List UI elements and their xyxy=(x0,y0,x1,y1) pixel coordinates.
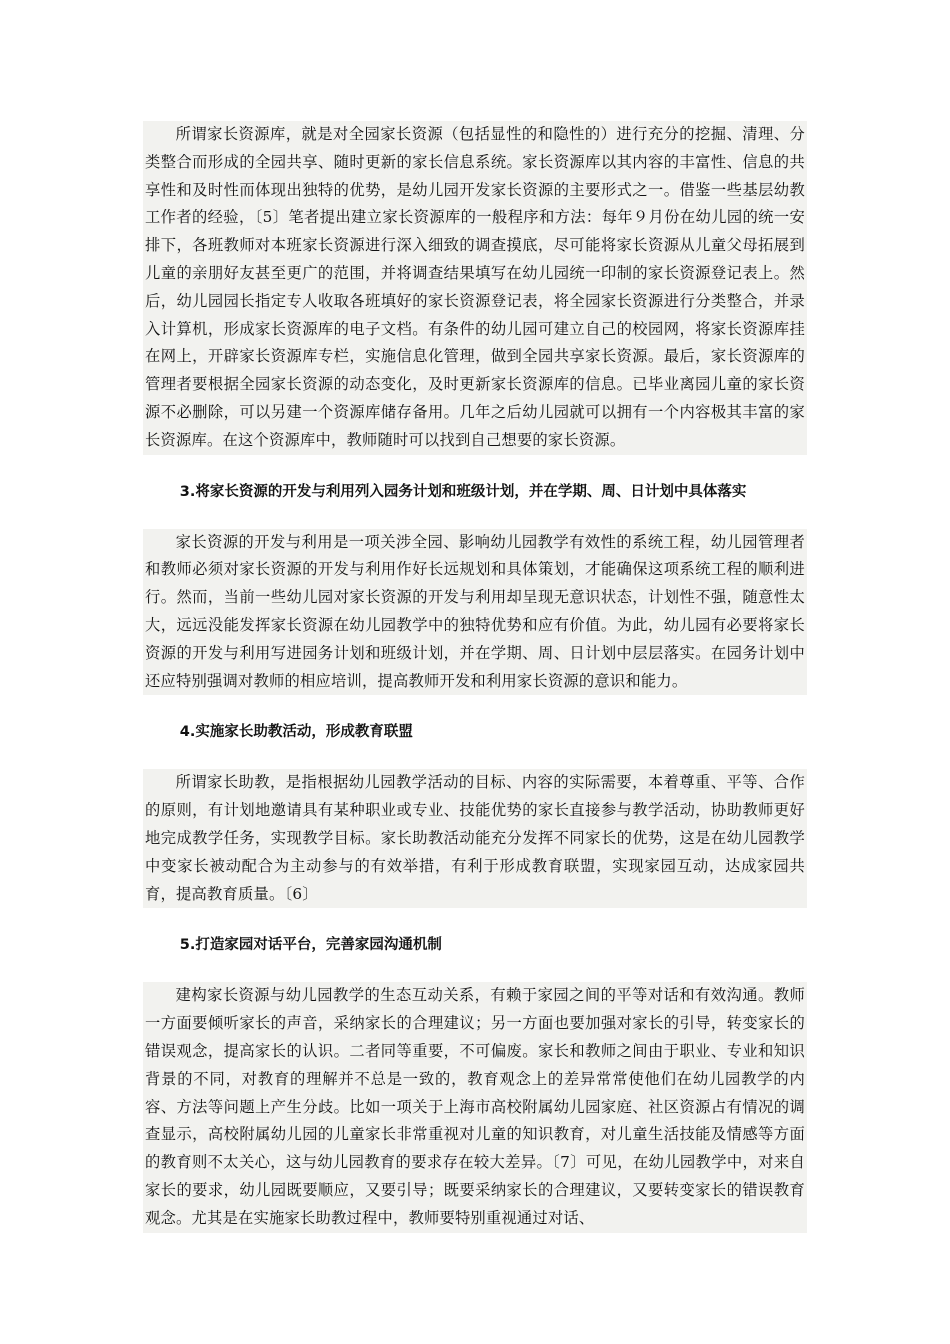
paragraph-planning: 家长资源的开发与利用是一项关涉全园、影响幼儿园教学有效性的系统工程，幼儿园管理者和教师必须对家长资源的开发与利用作好长远规划和具体策划，才能确保这项系统工程的顺利进行。然而，当前一些幼儿园对家长资源的开发与利用却呈现无意识状态，计划性不强，随意性太大，远远没能发挥家长资源在幼儿园教学中的独特优势和应有价值。为此，幼儿园有必要将家长资源的开发与利用写进园务计划和班级计划，并在学期、周、日计划中层层落实。在园务计划中还应特别强调对教师的相应培训，提高教师开发和利用家长资源的意识和能力。 xyxy=(143,529,807,696)
spacer xyxy=(143,695,807,719)
paragraph-parent-resource-database: 所谓家长资源库，就是对全园家长资源（包括显性的和隐性的）进行充分的挖掘、清理、分类整合而形成的全园共享、随时更新的家长信息系统。家长资源库以其内容的丰富性、信息的共享性和及时性而体现出独特的优势，是幼儿园开发家长资源的主要形式之一。借鉴一些基层幼教工作者的经验，〔5〕笔者提出建立家长资源库的一般程序和方法：每年９月份在幼儿园的统一安排下，各班教师对本班家长资源进行深入细致的调查摸底，尽可能将家长资源从儿童父母拓展到儿童的亲朋好友甚至更广的范围，并将调查结果填写在幼儿园统一印制的家长资源登记表上。然后，幼儿园园长指定专人收取各班填好的家长资源登记表，将全园家长资源进行分类整合，并录入计算机，形成家长资源库的电子文档。有条件的幼儿园可建立自己的校园网，将家长资源库挂在网上，开辟家长资源库专栏，实施信息化管理，做到全园共享家长资源。最后，家长资源库的管理者要根据全园家长资源的动态变化，及时更新家长资源库的信息。已毕业离园儿童的家长资源不必删除，可以另建一个资源库储存备用。几年之后幼儿园就可以拥有一个内容极其丰富的家长资源库。在这个资源库中，教师随时可以找到自己想要的家长资源。 xyxy=(143,121,807,455)
section-heading-3: 3.将家长资源的开发与利用列入园务计划和班级计划，并在学期、周、日计划中具体落实 xyxy=(179,483,747,500)
spacer xyxy=(143,455,807,479)
document-page xyxy=(143,121,807,1233)
paragraph-dialogue-platform: 建构家长资源与幼儿园教学的生态互动关系，有赖于家园之间的平等对话和有效沟通。教师一方面要倾听家长的声音，采纳家长的合理建议；另一方面也要加强对家长的引导，转变家长的错误观念，提高家长的认识。二者同等重要，不可偏废。家长和教师之间由于职业、专业和知识背景的不同，对教育的理解并不总是一致的，教育观念上的差异常常使他们在幼儿园教学的内容、方法等问题上产生分歧。比如一项关于上海市高校附属幼儿园家庭、社区资源占有情况的调查显示，高校附属幼儿园的儿童家长非常重视对儿童的知识教育，对儿童生活技能及情感等方面的教育则不太关心，这与幼儿园教育的要求存在较大差异。〔7〕可见，在幼儿园教学中，对来自家长的要求，幼儿园既要顺应，又要引导；既要采纳家长的合理建议，又要转变家长的错误教育观念。尤其是在实施家长助教过程中，教师要特别重视通过对话、 xyxy=(143,982,807,1232)
spacer xyxy=(143,908,807,932)
paragraph-parent-assistant-teaching: 所谓家长助教，是指根据幼儿园教学活动的目标、内容的实际需要，本着尊重、平等、合作的原则，有计划地邀请具有某种职业或专业、技能优势的家长直接参与教学活动，协助教师更好地完成教学任务，实现教学目标。家长助教活动能充分发挥不同家长的优势，这是在幼儿园教学中变家长被动配合为主动参与的有效举措，有利于形成教育联盟，实现家园互动，达成家园共育，提高教育质量。〔6〕 xyxy=(143,769,807,908)
spacer xyxy=(143,958,807,982)
section-heading-5: 5.打造家园对话平台，完善家园沟通机制 xyxy=(179,937,442,954)
section-heading-4: 4.实施家长助教活动，形成教育联盟 xyxy=(179,724,413,741)
spacer xyxy=(143,505,807,529)
spacer xyxy=(143,745,807,769)
